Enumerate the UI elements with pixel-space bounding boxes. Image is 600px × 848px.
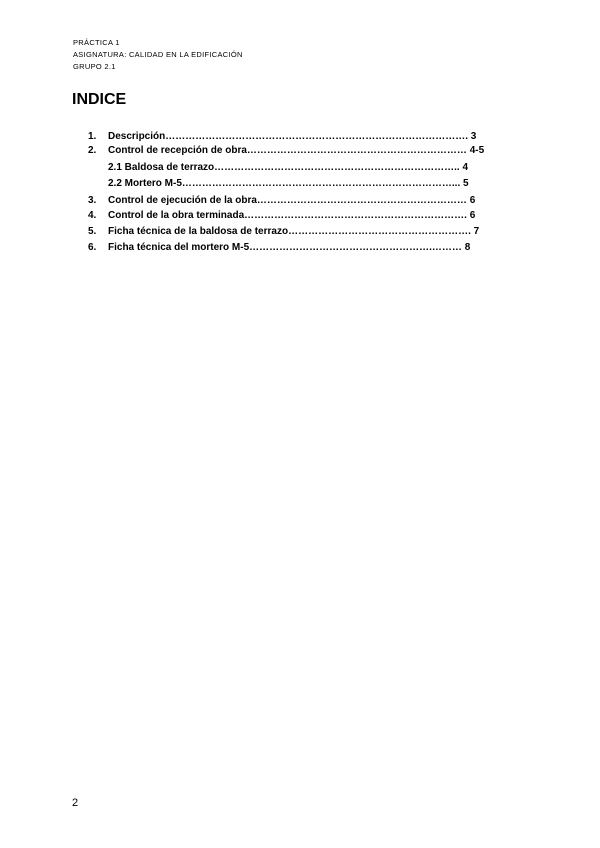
toc-entry-text: Control de la obra terminada…………………………………………………………. 6 — [108, 210, 476, 221]
toc-entry-text: Control de recepción de obra………………………………………………………… 4-5 — [108, 145, 485, 156]
header-subject: ASIGNATURA: CALIDAD EN LA EDIFICACIÓN — [73, 50, 243, 59]
toc-entry-text: Control de ejecución de la obra……………………………………………………… 6 — [108, 195, 476, 206]
page-number: 2 — [72, 797, 79, 809]
toc-entry-number: 2. — [88, 145, 97, 156]
toc-entry-number: 1. — [88, 131, 97, 142]
toc-entry-text: Descripción………………………………………………………………………………. 3 — [108, 131, 477, 142]
header-practice: PRÁCTICA 1 — [73, 38, 120, 47]
toc-subentry-2-1 — [88, 161, 468, 174]
toc-entry-text: 2.2 Mortero M-5………………………………………………………………………... 5 — [108, 178, 469, 189]
toc-entry-text: 2.1 Baldosa de terrazo……………………………………………………………….. 4 — [108, 162, 469, 173]
toc-subentry-2-2 — [88, 177, 469, 190]
page-title: INDICE — [72, 91, 127, 108]
toc-entry-1 — [88, 130, 476, 143]
toc-entry-text: Ficha técnica de la baldosa de terrazo………………………………………………. 7 — [108, 226, 480, 237]
toc-entry-5 — [88, 225, 479, 238]
toc-entry-text: Ficha técnica del mortero M-5……………………………………………….……… 8 — [108, 242, 471, 253]
toc-entry-number: 5. — [88, 226, 97, 237]
toc-entry-number: 3. — [88, 195, 97, 206]
toc-entry-2 — [88, 144, 484, 157]
toc-entry-number: 4. — [88, 210, 97, 221]
document-header — [73, 37, 243, 73]
toc-entry-number: 6. — [88, 242, 97, 253]
toc-entry-3 — [88, 194, 475, 207]
header-group: GRUPO 2.1 — [73, 62, 116, 71]
toc-entry-4 — [88, 209, 475, 222]
toc-entry-6 — [88, 241, 470, 254]
